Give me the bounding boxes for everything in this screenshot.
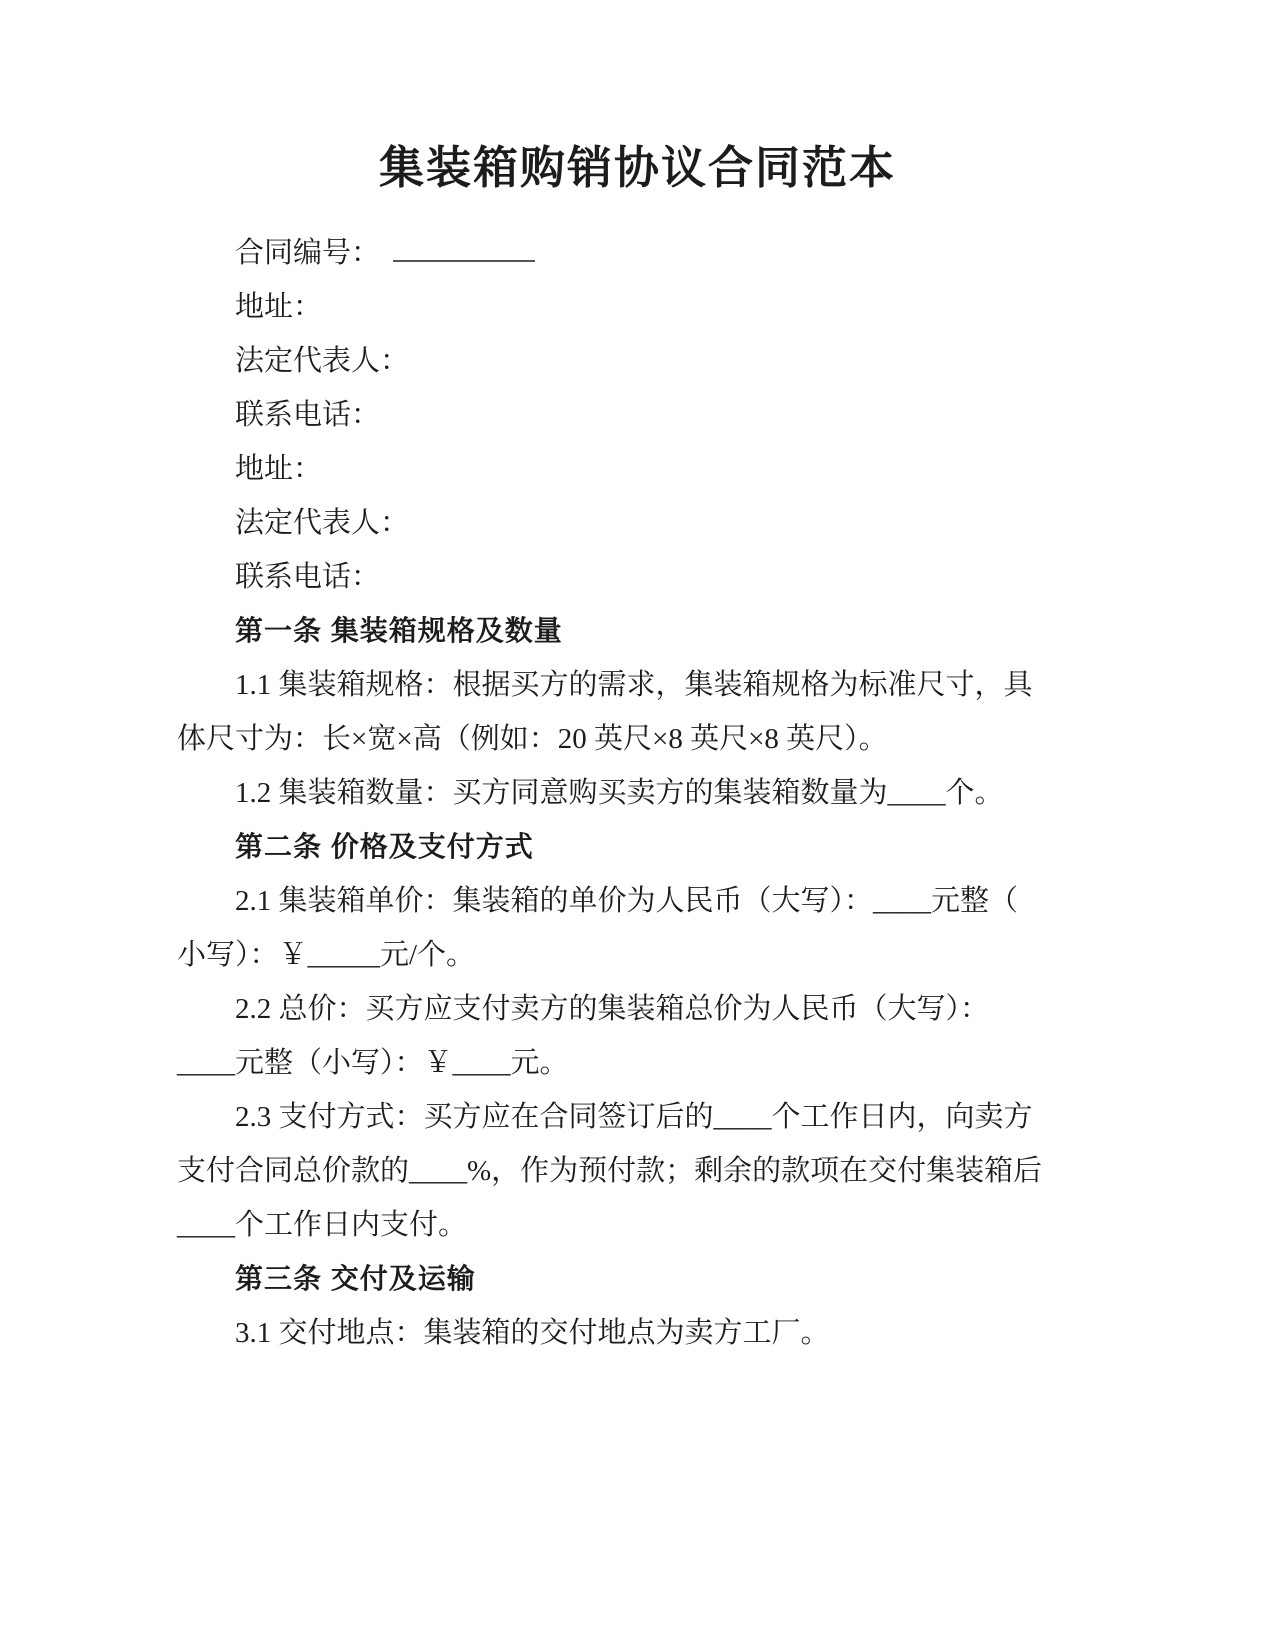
document-line <box>177 928 1098 982</box>
document-line <box>177 766 1098 820</box>
line-text: 3.1 交付地点：集装箱的交付地点为卖方工厂。 <box>235 1317 830 1350</box>
document-line <box>177 982 1098 1036</box>
line-text: 2.2 总价：买方应支付卖方的集装箱总价为人民币（大写）： <box>235 993 990 1026</box>
line-text: 第二条 价格及支付方式 <box>235 831 534 863</box>
document-line <box>177 604 1098 658</box>
document-line <box>177 1036 1098 1090</box>
line-text: 地址： <box>235 453 323 486</box>
line-text: 1.1 集装箱规格：根据买方的需求，集装箱规格为标准尺寸，具 <box>235 669 1033 702</box>
line-text: 第一条 集装箱规格及数量 <box>235 615 563 647</box>
line-text: 小写）：￥_____元/个。 <box>177 939 476 972</box>
line-text: 支付合同总价款的____%，作为预付款；剩余的款项在交付集装箱后 <box>177 1155 1043 1188</box>
line-text: 联系电话： <box>235 561 381 594</box>
document-line <box>177 874 1098 928</box>
line-text: 地址： <box>235 291 323 324</box>
document-line <box>177 1090 1098 1144</box>
line-text: 1.2 集装箱数量：买方同意购买卖方的集装箱数量为____个。 <box>235 777 1004 810</box>
document-line <box>177 712 1098 766</box>
line-text: 体尺寸为：长×宽×高（例如：20 英尺×8 英尺×8 英尺）。 <box>177 723 888 756</box>
line-text: ____元整（小写）：￥____元。 <box>177 1047 569 1080</box>
document-line <box>177 226 1098 280</box>
line-text: 法定代表人： <box>235 345 410 378</box>
line-text: 合同编号： <box>235 237 381 270</box>
document-line <box>177 1306 1098 1360</box>
document-line <box>177 334 1098 388</box>
document-line <box>177 280 1098 334</box>
document-line <box>177 442 1098 496</box>
line-text: 2.1 集装箱单价：集装箱的单价为人民币（大写）：____元整（ <box>235 885 1019 918</box>
line-text: 2.3 支付方式：买方应在合同签订后的____个工作日内，向卖方 <box>235 1101 1033 1134</box>
document-line <box>177 658 1098 712</box>
document-line <box>177 1144 1098 1198</box>
document-line <box>177 820 1098 874</box>
document-line <box>177 1252 1098 1306</box>
line-text: 第三条 交付及运输 <box>235 1263 476 1295</box>
line-text: ____个工作日内支付。 <box>177 1209 468 1242</box>
document-line <box>177 496 1098 550</box>
document-line <box>177 550 1098 604</box>
document-line <box>177 1198 1098 1252</box>
line-text: 联系电话： <box>235 399 381 432</box>
blank-underline <box>393 231 535 262</box>
line-text: 法定代表人： <box>235 507 410 540</box>
document-line <box>177 388 1098 442</box>
document-title: 集装箱购销协议合同范本 <box>378 143 896 193</box>
document-body <box>177 226 1098 1360</box>
